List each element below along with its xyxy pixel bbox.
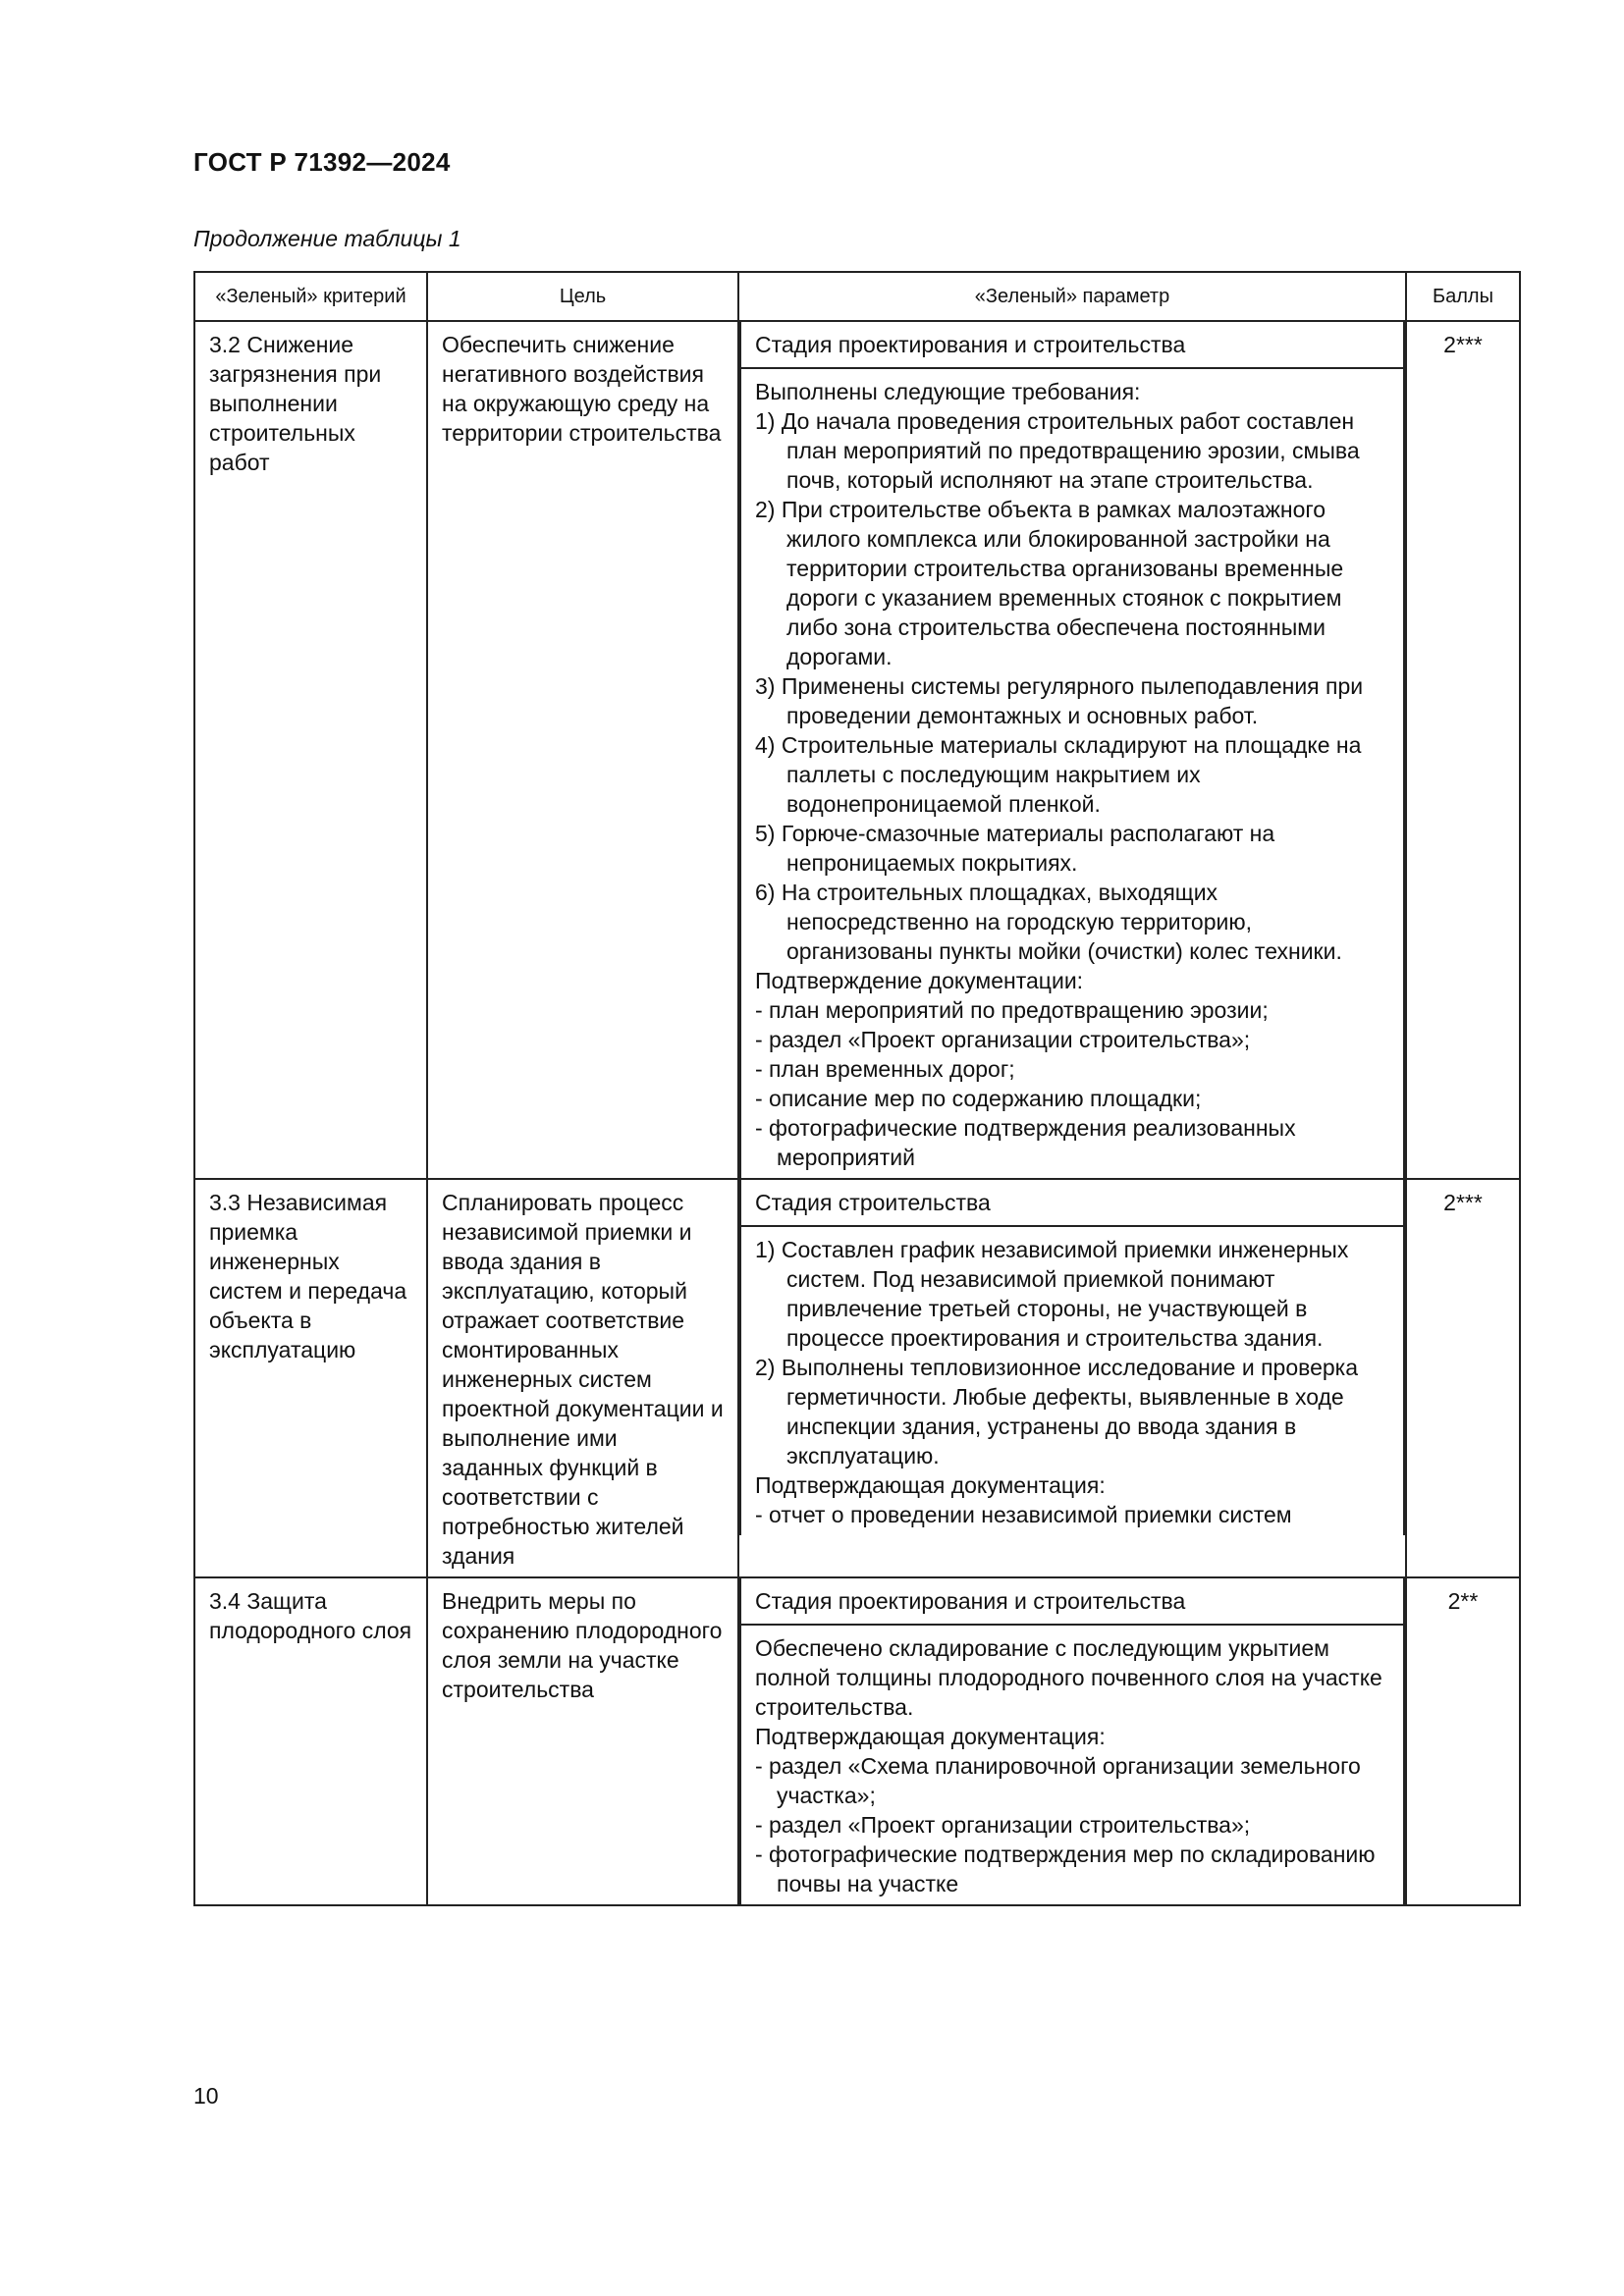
- page-number: 10: [193, 2083, 219, 2109]
- documentation-item: - фотографические подтверждения мер по складированию почвы на участке: [755, 1842, 1376, 1896]
- score-value: 2***: [1443, 332, 1483, 357]
- parameter-cell: [738, 1577, 1406, 1905]
- requirement-item: 1) Составлен график независимой приемки инженерных систем. Под независимой приемкой понимают привлечение третьей стороны, не участвующей в процессе проектирования и строительства здания.: [755, 1237, 1349, 1351]
- criterion-text: 3.3 Независимая приемка инженерных систем и передача объекта в эксплуатацию: [209, 1190, 407, 1362]
- table-caption: Продолжение таблицы 1: [193, 226, 461, 251]
- requirement-item: 4) Строительные материалы складируют на площадке на паллеты с последующим накрытием их водонепроницаемой пленкой.: [755, 732, 1362, 817]
- column-header-score: Баллы: [1406, 272, 1520, 321]
- score-cell: [1406, 1179, 1520, 1577]
- criterion-text: 3.2 Снижение загрязнения при выполнении строительных работ: [209, 332, 382, 475]
- requirements-intro: Выполнены следующие требования:: [755, 379, 1141, 404]
- score-value: 2***: [1443, 1190, 1483, 1215]
- documentation-heading: Подтверждение документации:: [755, 968, 1084, 993]
- goal-text: Внедрить меры по сохранению плодородного слоя земли на участке строительства: [442, 1588, 723, 1702]
- document-header: ГОСТ Р 71392—2024: [193, 147, 451, 177]
- documentation-item: - раздел «Проект организации строительства»;: [755, 1812, 1251, 1838]
- criteria-table: [193, 271, 1521, 1906]
- requirement-item: 5) Горюче-смазочные материалы располагают на непроницаемых покрытиях.: [755, 821, 1275, 876]
- documentation-item: - раздел «Проект организации строительства»;: [755, 1027, 1251, 1052]
- requirement-item: 3) Применены системы регулярного пылеподавления при проведении демонтажных и основных работ.: [755, 673, 1364, 728]
- column-header-goal: Цель: [427, 272, 738, 321]
- documentation-item: - раздел «Схема планировочной организации земельного участка»;: [755, 1753, 1361, 1808]
- parameter-cell: [738, 1179, 1406, 1577]
- stage-label: Стадия проектирования и строительства: [755, 332, 1186, 357]
- goal-cell: [427, 1577, 738, 1905]
- score-value: 2**: [1447, 1588, 1479, 1614]
- documentation-item: - фотографические подтверждения реализованных мероприятий: [755, 1115, 1296, 1170]
- criterion-cell: [194, 1179, 427, 1577]
- parameter-text: [741, 1227, 1403, 1535]
- parameter-text: [741, 1626, 1403, 1904]
- documentation-item: - отчет о проведении независимой приемки систем: [755, 1502, 1292, 1527]
- documentation-heading: Подтверждающая документация:: [755, 1724, 1106, 1749]
- column-header-criterion: «Зеленый» критерий: [194, 272, 427, 321]
- criterion-text: 3.4 Защита плодородного слоя: [209, 1588, 412, 1643]
- stage-label: Стадия строительства: [755, 1190, 991, 1215]
- goal-text: Спланировать процесс независимой приемки и ввода здания в эксплуатацию, который отражает соответствие смонтированных инженерных систем проектной документации и выполнение ими заданных функций в соответствии с потребностью жителей здания: [442, 1190, 724, 1569]
- requirement-item: 2) При строительстве объекта в рамках малоэтажного жилого комплекса или блокированной застройки на территории строительства организованы временные дороги с указанием временных стоянок с покрытием либо зона строительства обеспечена постоянными дорогами.: [755, 497, 1344, 669]
- requirements-intro: Обеспечено складирование с последующим укрытием полной толщины плодородного почвенного слоя на участке строительства.: [755, 1635, 1382, 1720]
- score-cell: [1406, 1577, 1520, 1905]
- documentation-heading: Подтверждающая документация:: [755, 1472, 1106, 1498]
- table-row: [194, 321, 1520, 1179]
- goal-cell: [427, 321, 738, 1179]
- stage-label: Стадия проектирования и строительства: [755, 1588, 1186, 1614]
- documentation-item: - план временных дорог;: [755, 1056, 1015, 1082]
- criterion-cell: [194, 321, 427, 1179]
- parameter-text: [741, 369, 1403, 1178]
- goal-text: Обеспечить снижение негативного воздействия на окружающую среду на территории строительства: [442, 332, 722, 446]
- criterion-cell: [194, 1577, 427, 1905]
- table-row: [194, 1179, 1520, 1577]
- goal-cell: [427, 1179, 738, 1577]
- requirement-item: 2) Выполнены тепловизионное исследование и проверка герметичности. Любые дефекты, выявленные в ходе инспекции здания, устранены до ввода здания в эксплуатацию.: [755, 1355, 1359, 1468]
- requirement-item: 6) На строительных площадках, выходящих непосредственно на городскую территорию, организованы пункты мойки (очистки) колес техники.: [755, 880, 1342, 964]
- documentation-item: - план мероприятий по предотвращению эрозии;: [755, 997, 1269, 1023]
- requirement-item: 1) До начала проведения строительных работ составлен план мероприятий по предотвращению эрозии, смыва почв, который исполняют на этапе строительства.: [755, 408, 1360, 493]
- score-cell: [1406, 321, 1520, 1179]
- documentation-item: - описание мер по содержанию площадки;: [755, 1086, 1202, 1111]
- table-header-row: [194, 272, 1520, 321]
- column-header-parameter: «Зеленый» параметр: [738, 272, 1406, 321]
- table-row: [194, 1577, 1520, 1905]
- parameter-cell: [738, 321, 1406, 1179]
